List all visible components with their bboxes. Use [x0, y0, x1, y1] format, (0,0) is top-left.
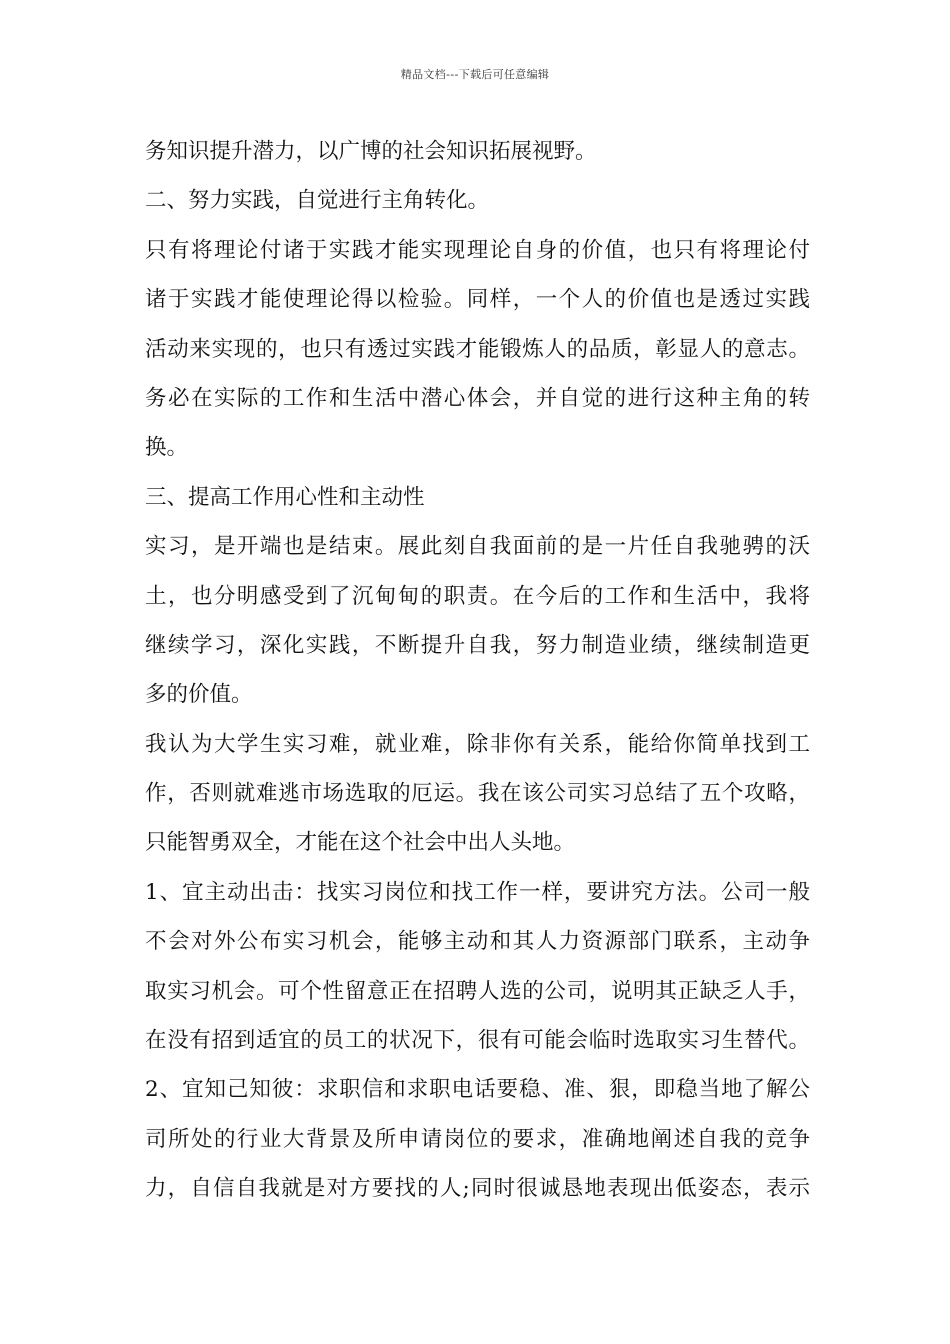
text-line: 继续学习，深化实践，不断提升自我，努力制造业绩，继续制造更: [145, 632, 810, 658]
text-line: 1、宜主动出击：找实习岗位和找工作一样，要讲究方法。公司一般: [145, 879, 810, 905]
text-line: 务知识提升潜力，以广博的社会知识拓展视野。: [145, 139, 597, 164]
text-line: 作，否则就难逃市场选取的厄运。我在该公司实习总结了五个攻略，: [145, 781, 810, 807]
text-line: 在没有招到适宜的员工的状况下，很有可能会临时选取实习生替代。: [145, 1028, 810, 1054]
text-line: 取实习机会。可个性留意正在招聘人选的公司，说明其正缺乏人手，: [145, 978, 810, 1004]
text-line: 2、宜知己知彼：求职信和求职电话要稳、准、狠，即稳当地了解公: [145, 1077, 810, 1103]
text-line: 多的价值。: [145, 682, 253, 708]
text-line: 诸于实践才能使理论得以检验。同样，一个人的价值也是透过实践: [145, 287, 810, 313]
text-line: 务必在实际的工作和生活中潜心体会，并自觉的进行这种主角的转: [145, 385, 810, 411]
text-line: 换。: [145, 435, 189, 461]
text-line: 二、努力实践，自觉进行主角转化。: [145, 188, 490, 214]
text-line: 力，自信自我就是对方要找的人;同时很诚恳地表现出低姿态，表示: [145, 1176, 810, 1202]
page-header: 精品文档---下载后可任意编辑: [400, 68, 550, 81]
text-line: 司所处的行业大背景及所申请岗位的要求，准确地阐述自我的竞争: [145, 1126, 810, 1152]
text-line: 只能智勇双全，才能在这个社会中出人头地。: [145, 830, 576, 856]
text-line: 不会对外公布实习机会，能够主动和其人力资源部门联系，主动争: [145, 929, 810, 955]
text-line: 活动来实现的，也只有透过实践才能锻炼人的品质，彰显人的意志。: [145, 336, 810, 362]
text-line: 实习，是开端也是结束。展此刻自我面前的是一片任自我驰骋的沃: [145, 534, 810, 560]
text-line: 土，也分明感受到了沉甸甸的职责。在今后的工作和生活中，我将: [145, 583, 810, 609]
text-line: 我认为大学生实习难，就业难，除非你有关系，能给你简单找到工: [145, 731, 810, 757]
body-text: [145, 127, 810, 1214]
text-line: 只有将理论付诸于实践才能实现理论自身的价值，也只有将理论付: [145, 237, 810, 263]
text-line: 三、提高工作用心性和主动性: [145, 484, 425, 510]
